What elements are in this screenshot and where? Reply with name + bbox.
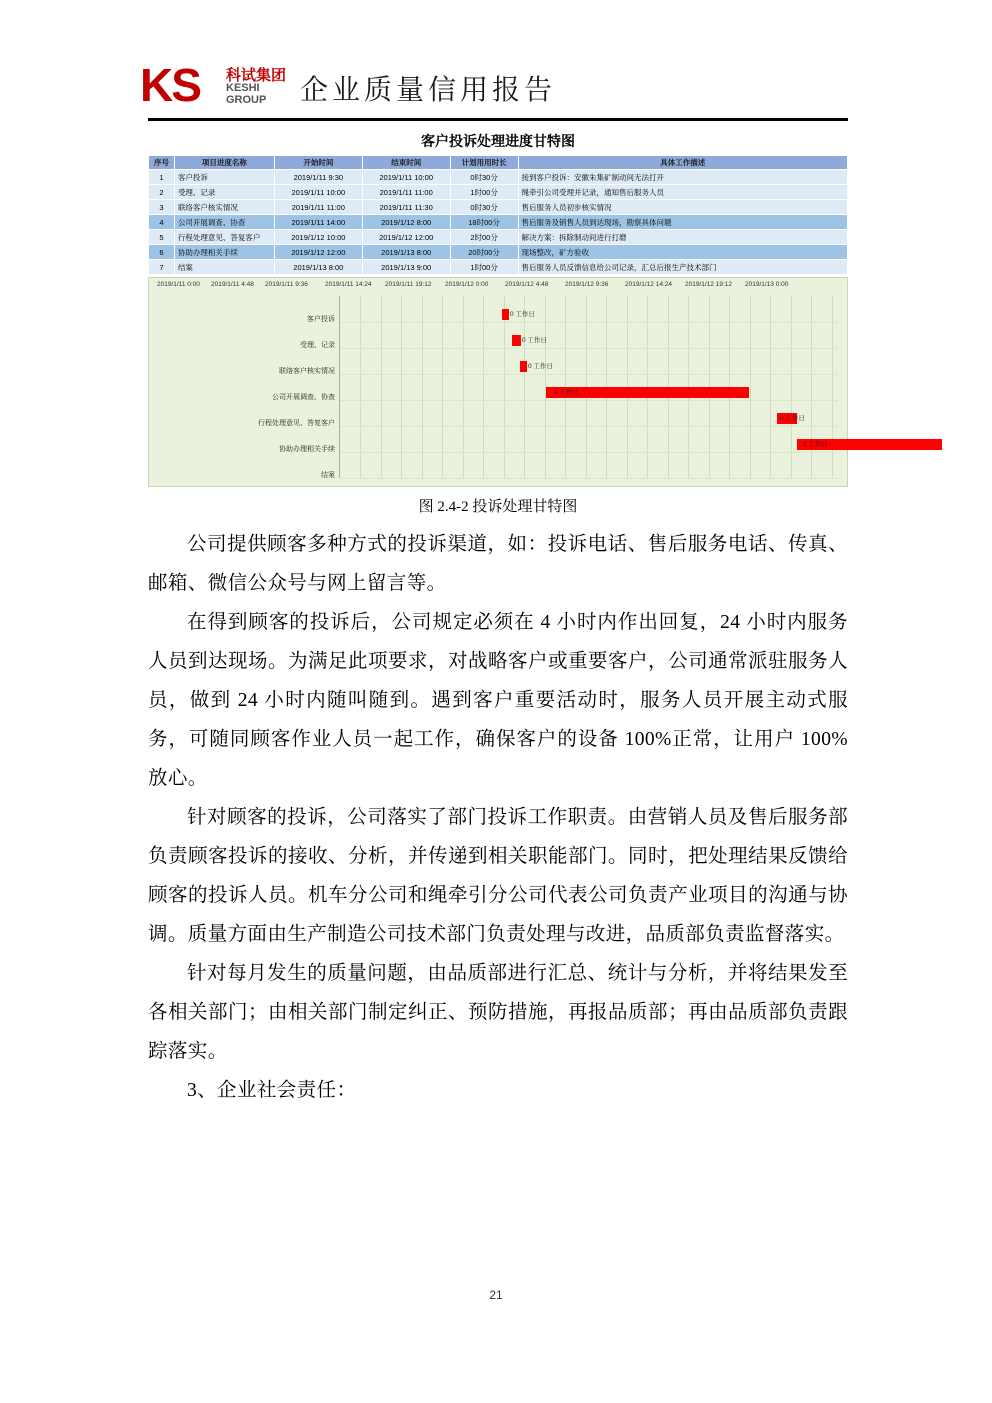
col-name: 项目进度名称 <box>174 156 274 170</box>
cell-desc: 接到客户投诉：安徽朱集矿制动间无法打开 <box>518 170 847 185</box>
cell-end: 2019/1/11 11:00 <box>362 185 450 200</box>
cell-start: 2019/1/11 11:00 <box>274 200 362 215</box>
axis-tick-2: 2019/1/11 9:36 <box>265 281 308 288</box>
cell-start: 2019/1/13 8:00 <box>274 260 362 275</box>
cell-start: 2019/1/12 12:00 <box>274 245 362 260</box>
cell-end: 2019/1/11 10:00 <box>362 170 450 185</box>
cell-end: 2019/1/13 9:00 <box>362 260 450 275</box>
cell-desc: 售后服务人员初步核实情况 <box>518 200 847 215</box>
table-row <box>149 230 848 245</box>
cell-duration: 0时30分 <box>450 170 518 185</box>
logo-company-name-en <box>226 82 266 106</box>
paragraph-5: 3、企业社会责任： <box>187 1080 357 1101</box>
cell-desc: 售后服务及销售人员到达现场，勘察具体问题 <box>518 215 847 230</box>
axis-tick-7: 2019/1/12 9:36 <box>565 281 609 288</box>
gantt-bar-label: 1 工作日 <box>803 441 828 448</box>
cell-duration: 18时00分 <box>450 215 518 230</box>
cell-end: 2019/1/11 11:30 <box>362 200 450 215</box>
gantt-category-label: 联络客户核实情况 <box>279 368 335 375</box>
cell-no: 7 <box>149 260 175 275</box>
gantt-bar <box>512 335 521 346</box>
col-start: 开始时间 <box>274 156 362 170</box>
axis-tick-10: 2019/1/13 0:00 <box>745 281 789 288</box>
gantt-category-label: 行程处理意见、答复客户 <box>258 420 335 427</box>
gantt-bar-label: 1 工作日 <box>554 389 579 396</box>
gantt-bar <box>502 309 509 320</box>
cell-end: 2019/1/12 8:00 <box>362 215 450 230</box>
logo-en-line1: KESHI <box>226 82 260 94</box>
table-row <box>149 260 848 275</box>
cell-desc: 绳牵引公司受理并记录，通知售后服务人员 <box>518 185 847 200</box>
logo-mark: KS <box>140 59 200 111</box>
gantt-bar-label: 0 工作日 <box>522 337 547 344</box>
table-row <box>149 170 848 185</box>
cell-name: 结案 <box>174 260 274 275</box>
gantt-category-label: 受理、记录 <box>300 342 335 349</box>
gantt-category-label: 客户投诉 <box>307 316 335 323</box>
table-row <box>149 185 848 200</box>
cell-start: 2019/1/11 14:00 <box>274 215 362 230</box>
cell-duration: 0时30分 <box>450 200 518 215</box>
col-no: 序号 <box>149 156 175 170</box>
cell-name: 协助办理相关手续 <box>174 245 274 260</box>
page-number: 21 <box>489 1288 503 1302</box>
axis-tick-8: 2019/1/12 14:24 <box>625 281 672 288</box>
gantt-schedule-table <box>148 155 848 275</box>
logo-en-line2: GROUP <box>226 94 267 106</box>
cell-end: 2019/1/12 12:00 <box>362 230 450 245</box>
gantt-bar-label: 0 工作日 <box>528 363 553 370</box>
figure-caption: 图 2.4-2 投诉处理甘特图 <box>418 499 578 515</box>
axis-tick-6: 2019/1/12 4:48 <box>505 281 549 288</box>
table-row <box>149 215 848 230</box>
report-title: 企业质量信用报告 <box>300 74 557 105</box>
cell-duration: 1时00分 <box>450 185 518 200</box>
cell-start: 2019/1/12 10:00 <box>274 230 362 245</box>
axis-tick-3: 2019/1/11 14:24 <box>325 281 372 288</box>
gantt-plot-area <box>339 296 839 478</box>
axis-tick-1: 2019/1/11 4:48 <box>211 281 254 288</box>
cell-start: 2019/1/11 10:00 <box>274 185 362 200</box>
gantt-category-label: 结案 <box>321 472 335 479</box>
axis-tick-0: 2019/1/11 0:00 <box>157 281 200 288</box>
header-divider <box>148 118 848 121</box>
cell-name: 受理、记录 <box>174 185 274 200</box>
cell-name: 公司开展调查、协查 <box>174 215 274 230</box>
gantt-category-label: 协助办理相关手续 <box>279 446 335 453</box>
gantt-bar-label: 0 工作日 <box>510 311 535 318</box>
gantt-chart <box>148 277 848 487</box>
col-duration: 计划用用时长 <box>450 156 518 170</box>
cell-duration: 2时00分 <box>450 230 518 245</box>
cell-name: 联络客户核实情况 <box>174 200 274 215</box>
body-content <box>148 525 848 1110</box>
paragraph-2: 在得到顾客的投诉后，公司规定必须在 4 小时内作出回复，24 小时内服务人员到达现场。为满足此项要求，对战略客户或重要客户，公司通常派驻服务人员，做到 24 小时内随叫随到。遇到客户重要活动时，服务人员开展主动式服务，可随同顾客作业人员一起工作，确保客户的设备 100%正常，让用户 100%放心。 <box>148 612 848 789</box>
axis-tick-9: 2019/1/12 19:12 <box>685 281 732 288</box>
cell-no: 6 <box>149 245 175 260</box>
col-desc: 具体工作描述 <box>518 156 847 170</box>
col-end: 结束时间 <box>362 156 450 170</box>
logo-company-name-cn: 科试集团 <box>226 67 287 84</box>
cell-name: 行程处理意见、答复客户 <box>174 230 274 245</box>
cell-no: 5 <box>149 230 175 245</box>
cell-name: 客户投诉 <box>174 170 274 185</box>
cell-no: 3 <box>149 200 175 215</box>
paragraph-3: 针对顾客的投诉，公司落实了部门投诉工作职责。由营销人员及售后服务部负责顾客投诉的接收、分析，并传递到相关职能部门。同时，把处理结果反馈给顾客的投诉人员。机车分公司和绳牵引分公司代表公司负责产业项目的沟通与协调。质量方面由生产制造公司技术部门负责处理与改进，品质部负责监督落实。 <box>148 807 848 945</box>
gantt-category-label: 公司开展调查、协查 <box>272 394 335 401</box>
gantt-chart-time-axis <box>149 278 849 294</box>
table-row <box>149 200 848 215</box>
cell-desc: 解决方案：拆除制动间进行打磨 <box>518 230 847 245</box>
cell-no: 2 <box>149 185 175 200</box>
gantt-bar-label: 0 工作日 <box>780 415 805 422</box>
cell-start: 2019/1/11 9:30 <box>274 170 362 185</box>
paragraph-1: 公司提供顾客多种方式的投诉渠道，如：投诉电话、售后服务电话、传真、邮箱、微信公众号与网上留言等。 <box>148 534 848 594</box>
table-header-row <box>149 156 848 170</box>
gantt-figure-title: 客户投诉处理进度甘特图 <box>421 133 575 149</box>
cell-no: 4 <box>149 215 175 230</box>
axis-tick-5: 2019/1/12 0:00 <box>445 281 489 288</box>
cell-duration: 20时00分 <box>450 245 518 260</box>
cell-desc: 售后服务人员反馈信息给公司记录，汇总后报生产技术部门 <box>518 260 847 275</box>
page-header <box>0 56 992 116</box>
cell-no: 1 <box>149 170 175 185</box>
gantt-figure <box>148 128 848 516</box>
company-logo <box>140 59 300 112</box>
cell-end: 2019/1/13 8:00 <box>362 245 450 260</box>
gantt-bar <box>520 361 527 372</box>
cell-desc: 现场整改，矿方验收 <box>518 245 847 260</box>
cell-duration: 1时00分 <box>450 260 518 275</box>
axis-tick-4: 2019/1/11 19:12 <box>385 281 432 288</box>
table-row <box>149 245 848 260</box>
paragraph-4: 针对每月发生的质量问题，由品质部进行汇总、统计与分析，并将结果发至各相关部门；由相关部门制定纠正、预防措施，再报品质部；再由品质部负责跟踪落实。 <box>148 963 848 1062</box>
